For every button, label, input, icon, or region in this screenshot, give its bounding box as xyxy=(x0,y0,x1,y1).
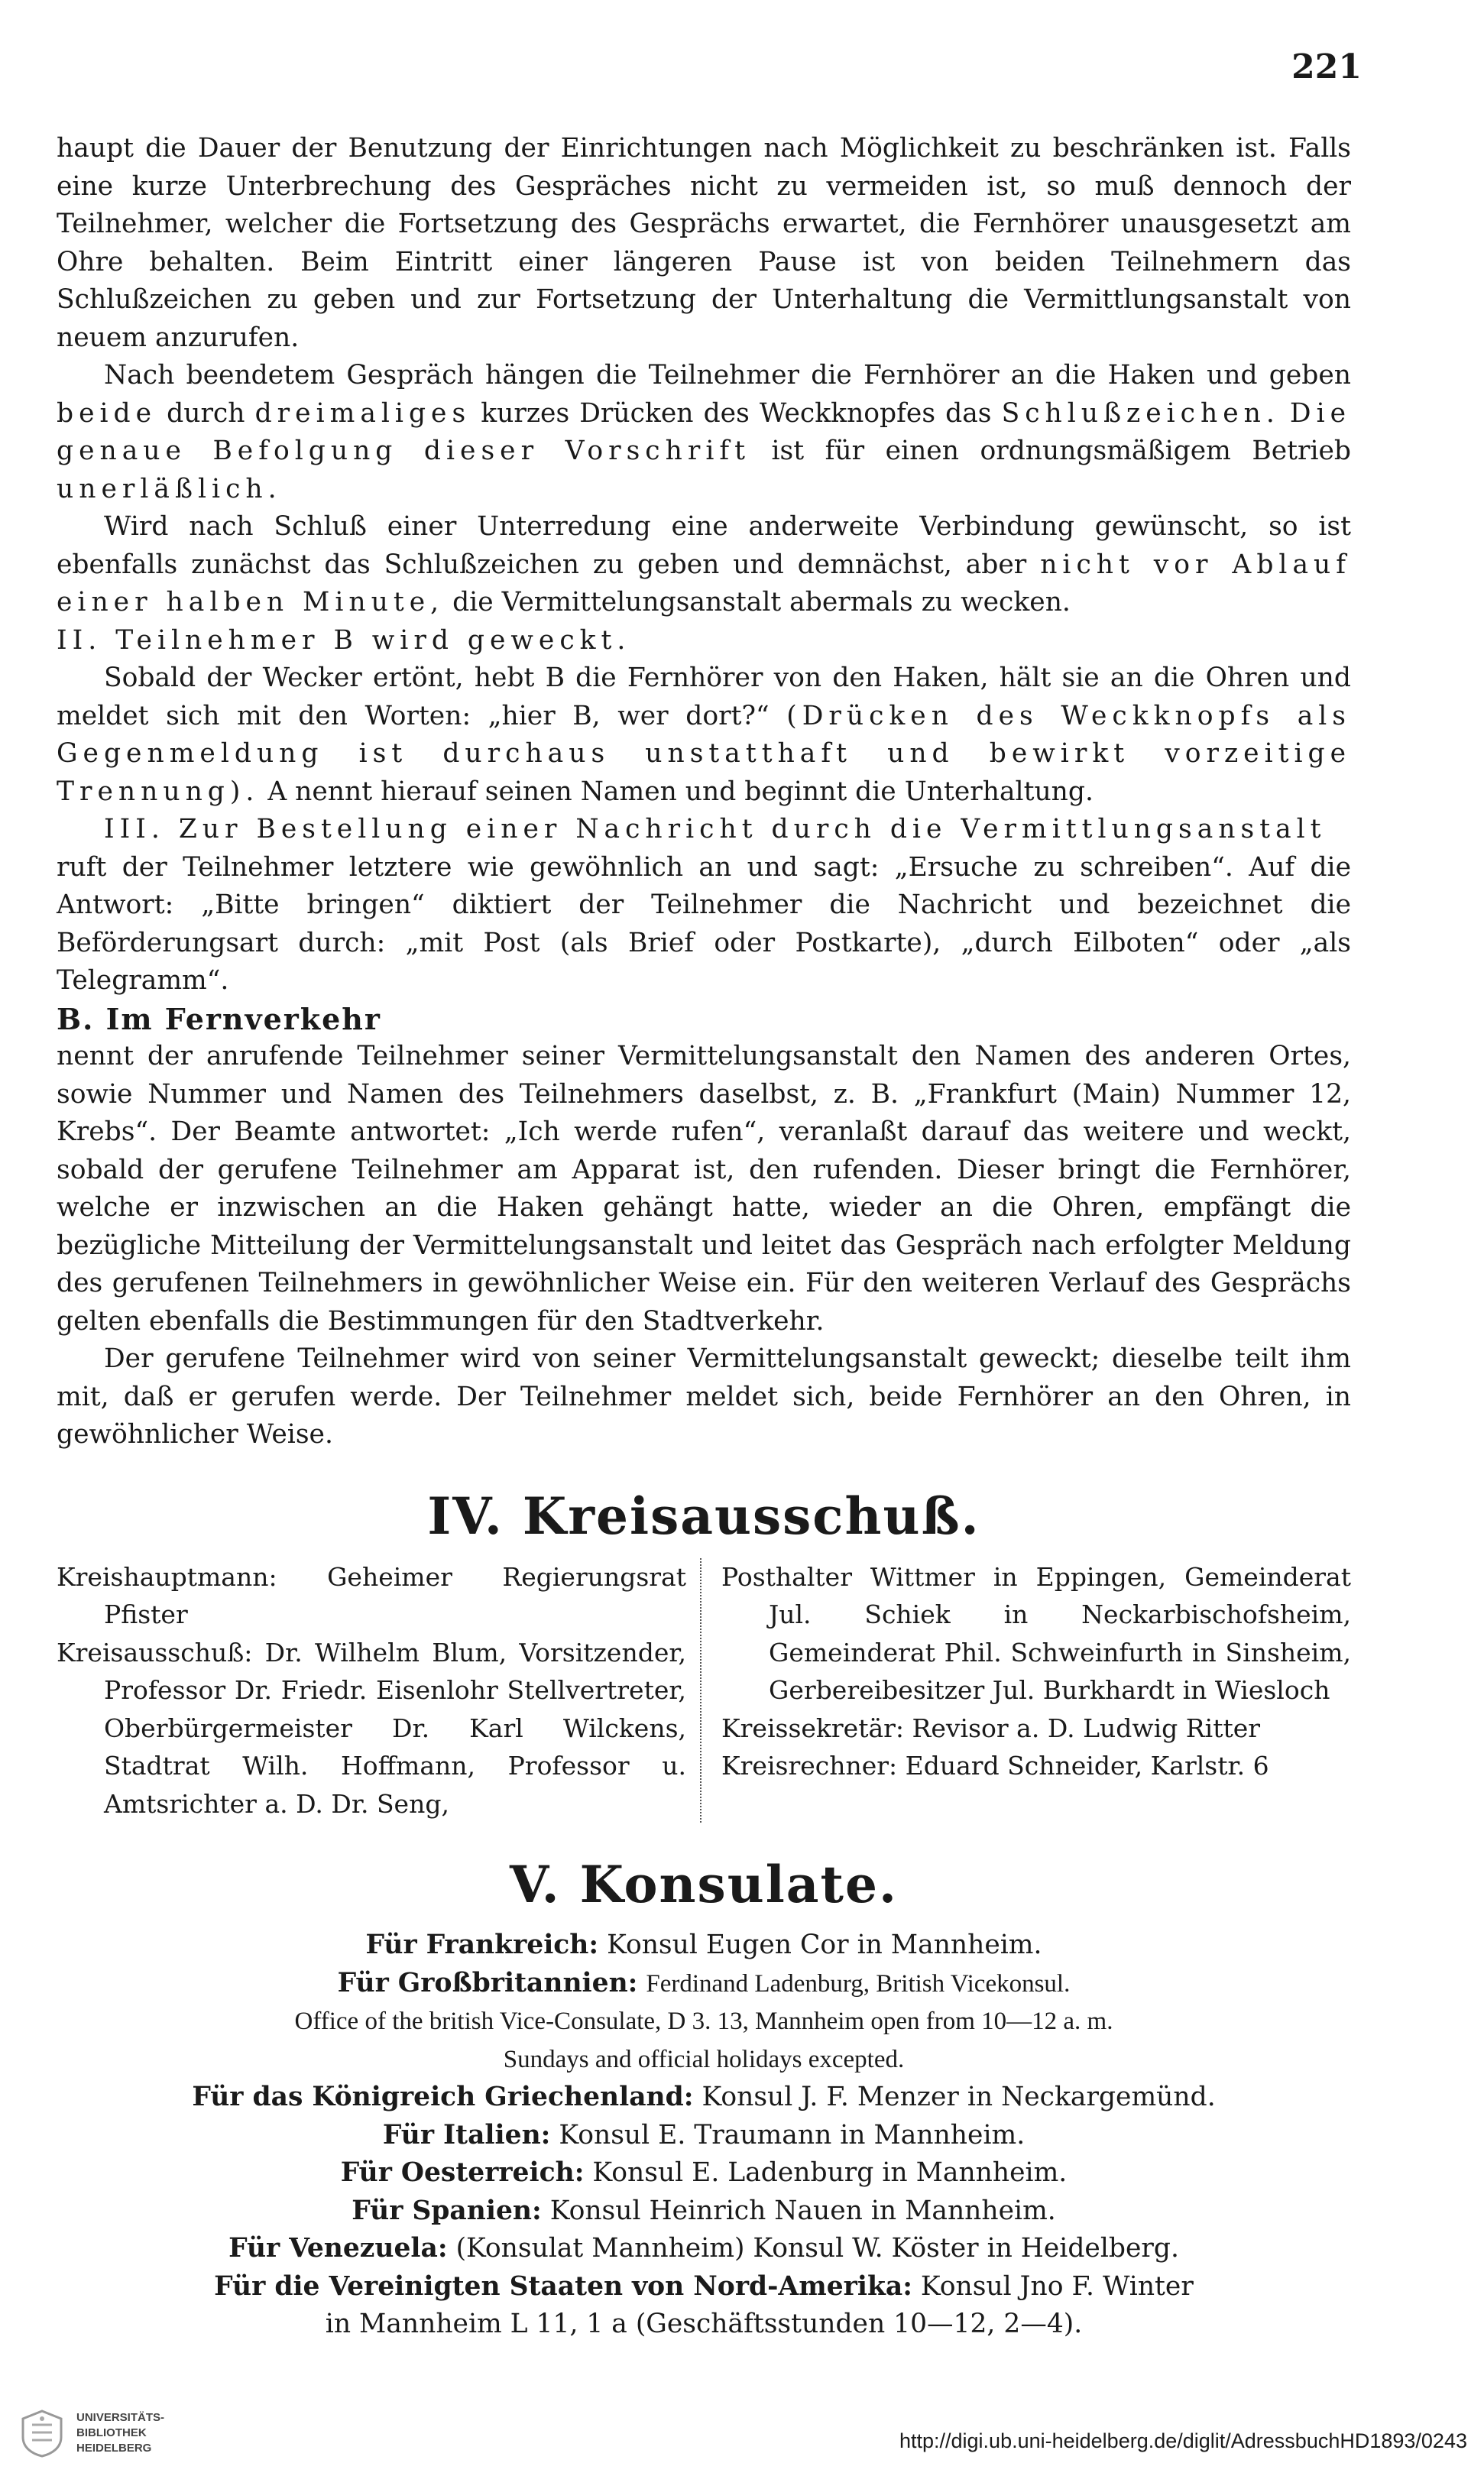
country-label: Für Spanien: xyxy=(352,2195,542,2226)
library-logo xyxy=(18,2408,164,2458)
paragraph-long-distance-1: nennt der anrufende Teilnehmer seiner Vermittelungsanstalt den Namen des anderen Ortes, sowie Nummer und Namen des Teilnehmers daselbst, z. B. „Frankfurt (Main) Nummer 12, Krebs“. Der Beamte antwortet: „Ich werde rufen“, veranlaßt darauf das weitere und weckt, sobald der gerufene Teilnehmer am Apparat ist, den rufenden. Dieser bringt die Fernhörer, welche er inzwischen an die Haken gehängt hatte, wieder an die Ohren, empfängt die bezügliche Mitteilung der Vermittelungsanstalt und leitet das Gespräch nach erfolgter Meldung des gerufenen Teilnehmers in gewöhnlicher Weise ein. Für den weiteren Verlauf des Gesprächs gelten ebenfalls die Bestimmungen für den Stadtverkehr. xyxy=(57,1041,1351,1337)
heading-long-distance: B. Im Fernverkehr xyxy=(57,1001,381,1036)
consul-text: Konsul E. Ladenburg in Mannheim. xyxy=(592,2157,1068,2188)
library-seal-icon xyxy=(18,2408,66,2458)
country-label: Für Italien: xyxy=(382,2119,551,2150)
entry-members-continued: Posthalter Wittmer in Eppingen, Gemeinderat Jul. Schiek in Neckarbischofsheim, Gemeinderat Phil. Schweinfurth in Sinsheim, Gerbereibesitzer Jul. Burkhardt in Wiesloch xyxy=(721,1561,1351,1705)
consulate-italy xyxy=(57,2117,1351,2155)
page-number: 221 xyxy=(1291,47,1362,86)
heading-section-ii: II. Teilnehmer B wird geweckt. xyxy=(57,624,631,656)
footer-bar xyxy=(0,2374,1484,2489)
text-span: Nach beendetem Gespräch hängen die Teilnehmer die Fernhörer an die Haken und geben xyxy=(104,360,1351,391)
paragraph-message-order: ruft der Teilnehmer letztere wie gewöhnlich an und sagt: „Ersuche zu schreiben“. Auf die Antwort: „Bitte bringen“ diktiert der Teilnehmer die Nachricht und bezeichnet die Beförderungsart durch: „mit Post (als Brief oder Postkarte), „durch Eilboten“ oder „als Telegramm“. xyxy=(57,851,1351,996)
consulate-usa xyxy=(57,2268,1351,2306)
consul-text: Konsul Heinrich Nauen in Mannheim. xyxy=(549,2195,1056,2226)
text-span: ist für einen ordnungsmäßigem Betrieb xyxy=(771,436,1352,466)
entry-kreisrechner: Kreisrechner: Eduard Schneider, Karlstr. 6 xyxy=(721,1751,1269,1781)
text-span: durch xyxy=(167,397,245,429)
consulate-spain xyxy=(57,2192,1351,2231)
country-label: Für Venezuela: xyxy=(228,2233,448,2264)
consul-text: Konsul Eugen Cor in Mannheim. xyxy=(607,1930,1042,1960)
paragraph-new-connection xyxy=(57,508,1351,622)
text-span: die Vermittelungsanstalt abermals zu wecken. xyxy=(452,587,1071,617)
logo-line: UNIVERSITÄTS- xyxy=(76,2411,165,2424)
paragraph-usage-duration: haupt die Dauer der Benutzung der Einrichtungen nach Möglichkeit zu beschränken ist. Falls eine kurze Unterbrechung des Gespräches nicht zu vermeiden ist, so muß dennoch der Teilnehmer, welcher die Fortsetzung des Gesprächs erwartet, die Fernhörer unausgesetzt am Ohre behalten. Beim Eintritt einer längeren Pause ist von beiden Teilnehmern das Schlußzeichen zu geben und zur Fortsetzung der Unterhaltung die Vermittlungsanstalt von neuem anzurufen. xyxy=(57,133,1351,353)
spaced-text: Die genaue Befolgung dieser Vorschrift xyxy=(57,397,1352,466)
country-label: Für Frankreich: xyxy=(365,1930,599,1960)
spaced-text: unerläßlich. xyxy=(57,473,282,504)
entry-kreissekretaer: Kreissekretär: Revisor a. D. Ludwig Ritter xyxy=(721,1713,1261,1743)
consulate-great-britain xyxy=(57,1965,1351,2004)
spaced-text: nicht vor Ablauf einer halben Minute, xyxy=(57,549,1352,617)
heading-section-iii: III. Zur Bestellung einer Nachricht durch die Vermittlungsanstalt xyxy=(104,814,1327,844)
text-span: kurzes Drücken des Weckknopfes das xyxy=(481,397,992,429)
consulate-austria xyxy=(57,2154,1351,2192)
spaced-text: (Drücken des Weckknopfs als Gegenmeldung ist durchaus unstatthaft und bewirkt vorzeitige Trennung). xyxy=(57,700,1351,807)
consulates-list xyxy=(57,1927,1351,2344)
section-title-kreisausschuss: IV. Kreisausschuß. xyxy=(427,1486,980,1546)
consul-text: Konsul J. F. Menzer in Neckargemünd. xyxy=(701,2082,1216,2112)
kreisausschuss-columns xyxy=(57,1558,1351,1823)
spaced-text: beide xyxy=(57,397,157,429)
consulate-france xyxy=(57,1927,1351,1965)
text-span: A nennt hierauf seinen Namen und beginnt die Unterhaltung. xyxy=(267,776,1094,807)
kreisausschuss-right-column xyxy=(701,1558,1351,1823)
source-url-link[interactable]: http://digi.ub.uni-heidelberg.de/diglit/AdressbuchHD1893/0243 xyxy=(899,2429,1467,2452)
country-label: Für Oesterreich: xyxy=(340,2157,585,2188)
entry-kreishauptmann: Kreishauptmann: Geheimer Regierungsrat Pfister xyxy=(57,1561,686,1629)
paragraph-end-of-call xyxy=(57,357,1351,508)
consulate-british-office: Office of the british Vice-Consulate, D 3. 13, Mannheim open from 10—12 a. m. xyxy=(294,2008,1113,2035)
spaced-text: dreimaliges xyxy=(254,397,471,429)
consulate-usa-address: in Mannheim L 11, 1 a (Geschäftsstunden 10—12, 2—4). xyxy=(325,2309,1083,2339)
consulate-greece xyxy=(57,2079,1351,2117)
paragraph-long-distance-2: Der gerufene Teilnehmer wird von seiner Vermittelungsanstalt geweckt; dieselbe teilt ihm mit, daß er gerufen werde. Der Teilnehmer meldet sich, beide Fernhörer an den Ohren, in gewöhnlicher Weise. xyxy=(57,1343,1351,1450)
spaced-text: Schlußzeichen. xyxy=(1001,397,1280,429)
text-span: Wird nach Schluß einer Unterredung eine anderweite Verbindung gewünscht, so ist ebenfalls zunächst das Schlußzeichen zu geben und demnächst, aber xyxy=(57,511,1351,580)
consulate-venezuela xyxy=(57,2230,1351,2268)
section-title-konsulate: V. Konsulate. xyxy=(510,1855,898,1914)
country-label: Für die Vereinigten Staaten von Nord-Amerika: xyxy=(214,2270,912,2302)
kreisausschuss-left-column xyxy=(57,1558,701,1823)
consul-text: (Konsulat Mannheim) Konsul W. Köster in Heidelberg. xyxy=(455,2233,1179,2264)
consul-text: Konsul E. Traumann in Mannheim. xyxy=(559,2119,1026,2150)
paragraph-wake-b xyxy=(57,660,1351,811)
text-span: Sobald der Wecker ertönt, hebt B die Fernhörer von den Haken, hält sie an die Ohren und meldet sich mit den Worten: „hier B, wer dort?“ xyxy=(57,663,1351,731)
country-label: Für das Königreich Griechenland: xyxy=(192,2082,694,2112)
consul-text: Konsul Jno F. Winter xyxy=(920,2270,1194,2302)
consulate-british-hours: Sundays and official holidays excepted. xyxy=(503,2045,905,2073)
logo-line: BIBLIOTHEK xyxy=(76,2426,147,2439)
country-label: Für Großbritannien: xyxy=(337,1967,638,1998)
page-content xyxy=(57,130,1351,2344)
logo-line: HEIDELBERG xyxy=(76,2442,152,2455)
library-logo-text xyxy=(76,2410,164,2456)
consul-text: Ferdinand Ladenburg, British Vicekonsul. xyxy=(646,1969,1071,1998)
entry-kreisausschuss-members: Kreisausschuß: Dr. Wilhelm Blum, Vorsitzender, Professor Dr. Friedr. Eisenlohr Stellvertreter, Oberbürgermeister Dr. Karl Wilckens, Stadtrat Wilh. Hoffmann, Professor u. Amtsrichter a. D. Dr. Seng, xyxy=(57,1637,686,1819)
